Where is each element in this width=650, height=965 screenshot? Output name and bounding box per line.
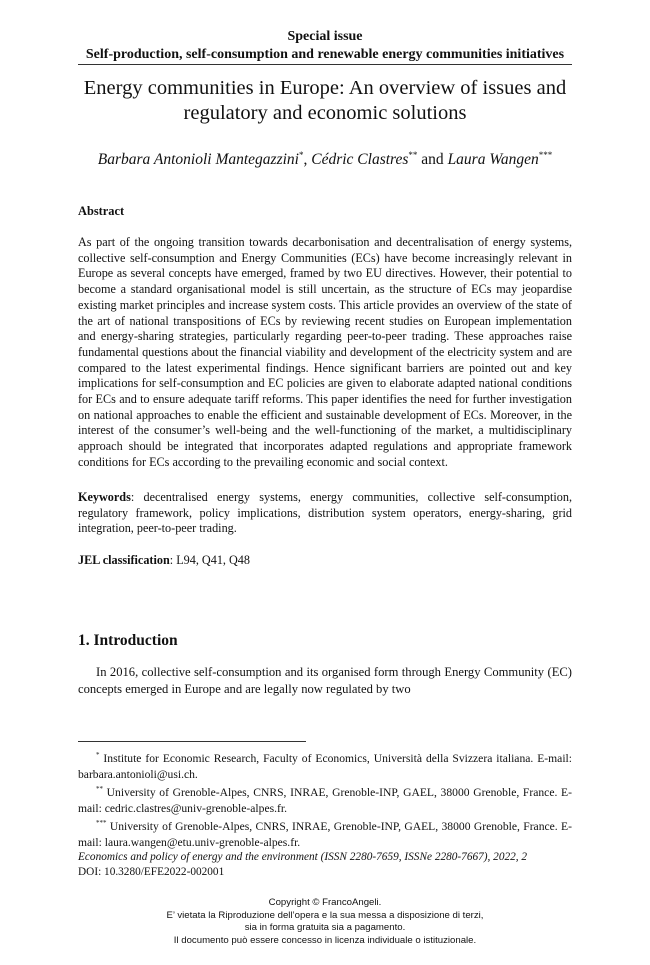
header-rule [78,64,572,65]
special-issue-label: Special issue [287,29,363,44]
author-name: Cédric Clastres [311,151,409,168]
author-list [78,145,572,170]
abstract-heading: Abstract [78,204,125,218]
keywords-label: Keywords [78,490,131,504]
introduction-body: In 2016, collective self-consumption and its organised form through Energy Community (EC) concepts emerged in Europe and are legally now regulated by two [78,665,572,696]
footnote [78,816,572,850]
copyright-line: Il documento può essere concesso in licenza individuale o istituzionale. [173,934,477,946]
copyright-line: E’ vietata la Riproduzione dell’opera e la sua messa a disposizione di terzi, [166,909,484,921]
footnote [78,782,572,816]
footnote-mark: ** [96,785,103,793]
author-mark: *** [538,150,553,160]
footnote [78,748,572,782]
footnote-mark: *** [96,819,107,827]
keywords-text: : decentralised energy systems, energy communities, collective self-consumption, regulatory framework, policy implications, distribution system operators, energy-sharing, grid integration, peer-to-peer trading. [78,490,572,536]
keywords-paragraph [78,490,572,537]
introduction-heading: 1. Introduction [78,632,178,649]
author-separator: , [303,151,312,168]
footnote-text: Institute for Economic Research, Faculty of Economics, Università della Svizzera italiana. E-mail: barbara.antonioli@usi.ch. [78,752,572,781]
jel-text: : L94, Q41, Q48 [169,553,250,567]
footnote-text: University of Grenoble-Alpes, CNRS, INRAE, Grenoble-INP, GAEL, 38000 Grenoble, France. E-mail: cedric.clastres@univ-grenoble-alpes.fr. [78,786,572,815]
journal-citation: Economics and policy of energy and the environment (ISSN 2280-7659, ISSNe 2280-7667), 2022, 2 [78,851,528,863]
special-issue-title: Self-production, self-consumption and renewable energy communities initiatives [85,47,565,62]
article-title: Energy communities in Europe: An overview of issues and regulatory and economic solutions [83,77,567,124]
author-name: Laura Wangen [447,151,539,168]
footnotes [78,748,572,850]
copyright-line: Copyright © FrancoAngeli. [268,897,382,908]
footnote-mark: * [96,751,100,759]
author-separator: and [417,151,448,168]
copyright-notice [78,897,572,947]
jel-paragraph [78,553,572,569]
copyright-line: sia in forma gratuita sia a pagamento. [244,922,406,933]
special-issue-header [78,28,572,64]
author-mark: * [299,150,304,160]
jel-label: JEL classification [78,553,170,567]
footnote-rule [78,741,306,742]
footnote-text: University of Grenoble-Alpes, CNRS, INRAE, Grenoble-INP, GAEL, 38000 Grenoble, France. E-mail: laura.wangen@etu.univ-grenoble-alpes.fr. [78,820,572,849]
doi: DOI: 10.3280/EFE2022-002001 [78,866,225,878]
author-mark: ** [408,150,418,160]
abstract-body: As part of the ongoing transition towards decarbonisation and decentralisation of energy systems, collective self-consumption and Energy Communities (ECs) have become increasingly relevant in Europe as several concepts have emerged, framed by two EU directives. However, their potential to become a standard organisational model is still uncertain, as the structure of ECs may jeopardise existing market principles and increase system costs. This article provides an overview of the state of the art of national transpositions of ECs by reviewing recent studies on European implementation and energy-sharing strategies, particularly regarding peer-to-peer trading. These approaches raise fundamental questions about the financial viability and development of the electricity system and are compared to the latest experimental findings. Hence significant barriers are pointed out and key implications for self-consumption and EC policies are given to elaborate adapted national conditions for ECs and to ensure adequate tariff reforms. This paper identifies the need for further investigation on national approaches to enable the efficient and sustainable development of ECs. Moreover, in the interest of the consumer’s well-being and the well-functioning of the market, a multidisciplinary approach should be integrated that incorporates adapted regulations and appropriate framework conditions for ECs according to the prevailing economic and social context. [78,235,572,469]
author-name: Barbara Antonioli Mantegazzini [97,151,299,168]
journal-info [78,850,572,880]
